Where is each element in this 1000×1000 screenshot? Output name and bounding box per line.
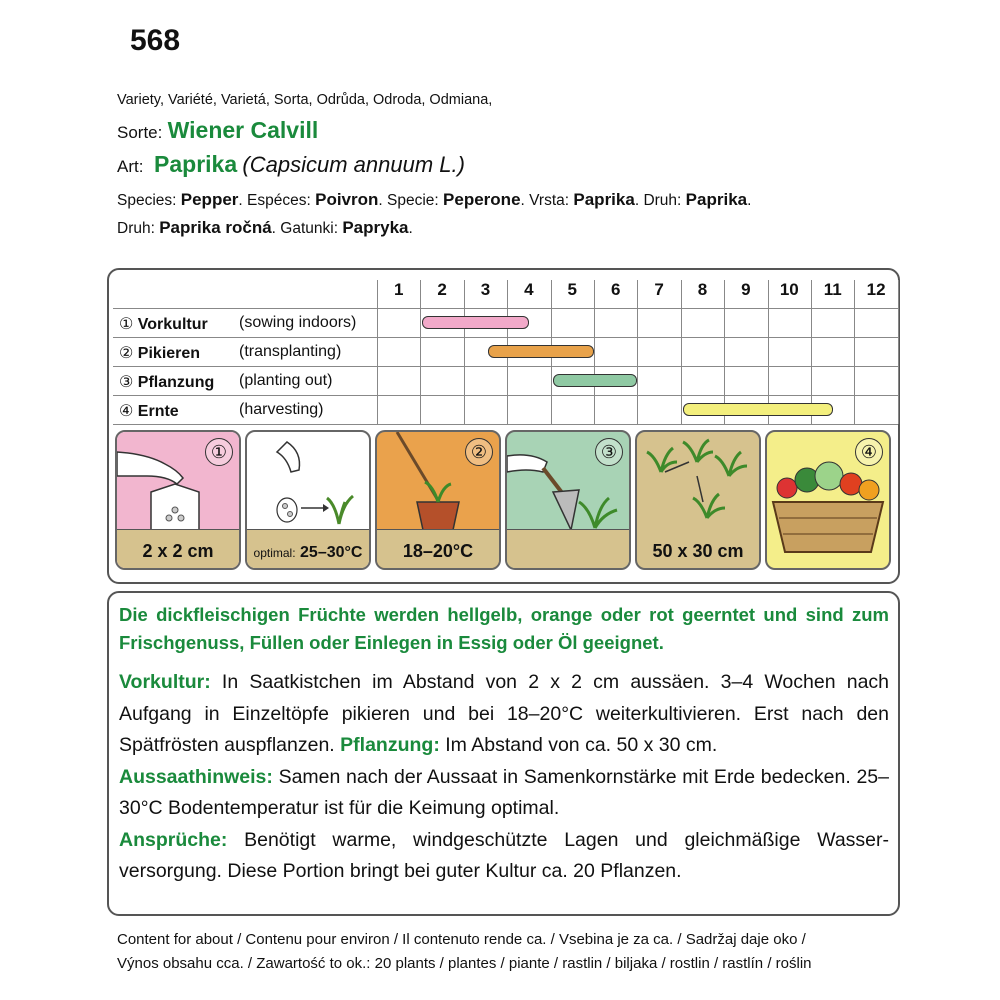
species-label: Espéces: (247, 192, 311, 209)
row-number: ① (119, 316, 134, 333)
row-description: (planting out) (239, 372, 333, 389)
sorte-label: Sorte: (117, 123, 163, 142)
grid-line (637, 280, 638, 424)
product-number: 568 (130, 24, 181, 57)
month-header: 5 (567, 280, 578, 299)
row-number: ② (119, 345, 134, 362)
soil-strip (507, 529, 629, 568)
step-number: ④ (855, 438, 883, 466)
ansprueche-label: Ansprüche: (119, 828, 228, 851)
step-caption (247, 544, 369, 562)
step-panel-sowing (115, 430, 241, 570)
grid-line (113, 308, 898, 309)
step-caption: 2 x 2 cm (142, 541, 214, 561)
species-label: Druh: (643, 192, 682, 209)
grid-line (898, 280, 899, 424)
period-bar (553, 374, 638, 387)
month-header: 3 (480, 280, 491, 299)
sowing-calendar (107, 268, 900, 584)
step-panel-spacing (635, 430, 761, 570)
grid-line (681, 280, 682, 424)
species-label: Species: (117, 192, 177, 209)
step-number: ① (205, 438, 233, 466)
row-name: Pikieren (137, 345, 201, 362)
grid-line (420, 280, 421, 424)
aussaat-text: Samen nach der Aussaat in Samenkornstärke mit Erde bedecken. 25–30°C Bodentemperatur ist für die Keimung optimal. (119, 765, 889, 819)
period-bar (422, 316, 529, 329)
step-panel-pricking-out (375, 430, 501, 570)
species-label: Vrsta: (529, 192, 570, 209)
step-panel-germination (245, 430, 371, 570)
description-body (119, 667, 889, 888)
description-box (107, 591, 900, 916)
species-value: Pepper (180, 190, 239, 209)
species-label: Specie: (387, 192, 439, 209)
species-value: Poivron (315, 190, 379, 209)
grid-line (113, 395, 898, 396)
month-header: 12 (866, 280, 886, 299)
calendar-row-pflanzung (119, 372, 333, 392)
art-value: Paprika (154, 151, 238, 177)
calendar-row-vorkultur (119, 314, 357, 334)
step-panel-planting-out (505, 430, 631, 570)
vorkultur-text: In Saatkistchen im Abstand von 2 x 2 cm aussäen. 3–4 Wochen nach Aufgang in Einzeltöpfe pikieren und bei 18–20°C weiterkultivieren. Erst nach den Spätfrösten auspflanzen. (119, 671, 890, 756)
row-number: ④ (119, 403, 134, 420)
ansprueche-text: Benötigt warme, windgeschützte Lagen und gleichmäßige Wasser-versorgung. Diese Portion bringt bei guter Kultur ca. 20 Pflanzen. (119, 828, 890, 882)
spacing-plants-icon (637, 432, 759, 532)
row-description: (harvesting) (239, 401, 324, 418)
content-line-1: Content for about / Contenu pour environ / Il contenuto rende ca. / Vsebina je za ca. / Sadržaj daje oko / (117, 931, 806, 948)
step-number: ③ (595, 438, 623, 466)
sorte-value: Wiener Calvill (167, 117, 319, 143)
row-name: Pflanzung (137, 374, 215, 391)
month-header: 2 (437, 280, 447, 299)
step-number: ② (465, 438, 493, 466)
period-bar (488, 345, 595, 358)
grid-line (113, 337, 898, 338)
row-number: ③ (119, 374, 134, 391)
grid-line (854, 280, 855, 424)
month-header: 6 (610, 280, 621, 299)
grid-line (377, 280, 378, 424)
step-caption: 50 x 30 cm (652, 541, 744, 561)
scientific-name: (Capsicum annuum L.) (242, 152, 465, 177)
caption-value: 25–30°C (300, 544, 363, 561)
calendar-row-pikieren (119, 343, 342, 363)
step-panel-harvest (765, 430, 891, 570)
art-row (117, 151, 465, 178)
month-header: 8 (697, 280, 708, 299)
pflanzung-label: Pflanzung: (340, 734, 440, 756)
month-header: 7 (654, 280, 664, 299)
description-lead: Die dickfleischigen Früchte werden hellgelb, orange oder rot geerntet und sind zum Frischgenuss, Füllen oder Einlegen in Essig oder Öl geeignet. (119, 604, 889, 653)
calendar-row-ernte (119, 401, 324, 421)
month-header: 10 (779, 280, 799, 299)
pflanzung-text: Im Abstand von ca. 50 x 30 cm. (445, 734, 718, 756)
species-line-2: Druh: Paprika ročná. Gatunki: Papryka. (117, 218, 413, 237)
sorte-row (117, 117, 318, 144)
species-label: Gatunki: (280, 220, 339, 237)
species-label: Druh: (117, 220, 155, 237)
period-bar (683, 403, 833, 416)
caption-prefix: optimal: (253, 546, 296, 560)
month-header: 11 (823, 280, 842, 299)
species-line-1: Species: Pepper. Espéces: Poivron. Specie: Peperone. Vrsta: Paprika. Druh: Paprika. (117, 190, 752, 209)
art-label: Art: (117, 157, 144, 176)
species-value: Peperone (443, 190, 521, 209)
grid-line (464, 280, 465, 424)
seed-to-seedling-icon (247, 432, 369, 532)
vorkultur-label: Vorkultur: (119, 671, 211, 693)
species-value: Paprika (573, 190, 635, 209)
row-description: (transplanting) (239, 343, 342, 360)
grid-line (113, 424, 898, 425)
grid-line (113, 366, 898, 367)
month-header: 1 (393, 280, 404, 299)
species-value: Paprika (685, 190, 748, 209)
species-value: Papryka (342, 218, 409, 237)
content-line-2: Výnos obsahu cca. / Zawartość to ok.: 20 plants / plantes / piante / rastlin / biljaka / rostlin / rastlín / roślin (117, 955, 812, 972)
step-caption: 18–20°C (402, 541, 474, 561)
month-header: 9 (741, 280, 751, 299)
row-name: Ernte (137, 403, 179, 420)
variety-line: Variety, Variété, Varietá, Sorta, Odrůda, Odroda, Odmiana, (117, 92, 493, 108)
aussaat-label: Aussaathinweis: (119, 765, 273, 788)
row-description: (sowing indoors) (239, 314, 357, 331)
species-value: Paprika ročná (159, 218, 272, 237)
row-name: Vorkultur (137, 316, 208, 333)
month-header: 4 (524, 280, 534, 299)
grid-line (594, 280, 595, 424)
